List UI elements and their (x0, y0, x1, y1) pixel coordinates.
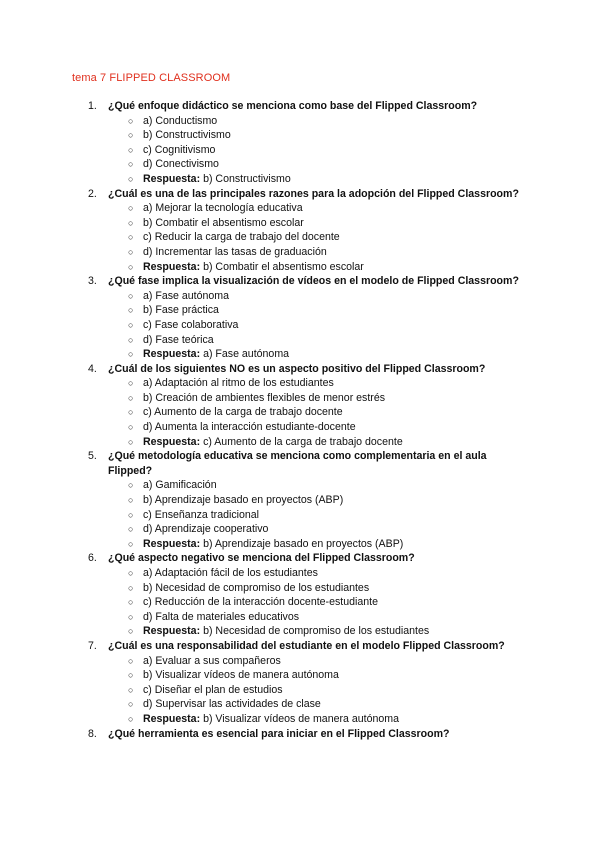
answer-option (88, 420, 528, 435)
answer-option (88, 581, 528, 596)
answer-label: Respuesta: (143, 348, 201, 361)
circle-bullet-icon: ○ (128, 436, 134, 447)
answer-option (88, 610, 528, 625)
answer-label: Respuesta: (143, 260, 201, 273)
circle-bullet-icon: ○ (128, 597, 134, 608)
question-item (88, 99, 528, 187)
correct-answer (88, 435, 528, 450)
answer-option (88, 143, 528, 158)
answer-option-text: c) Fase colaborativa (143, 318, 239, 331)
answer-option-text: b) Constructivismo (143, 129, 231, 142)
answer-option-text: a) Adaptación al ritmo de los estudiantes (143, 377, 334, 390)
answer-option-text: c) Cognitivismo (143, 143, 216, 156)
question-text: ¿Cuál es una de las principales razones para la adopción del Flipped Classroom? (108, 187, 519, 200)
answer-option-text: d) Fase teórica (143, 333, 214, 346)
answer-option (88, 114, 528, 129)
circle-bullet-icon: ○ (128, 655, 134, 666)
option-list (88, 289, 528, 362)
answer-option-text: a) Conductismo (143, 114, 218, 127)
answer-option-text: d) Supervisar las actividades de clase (143, 698, 321, 711)
correct-answer (88, 712, 528, 727)
question-text: ¿Qué metodología educativa se menciona como complementaria en el aula Flipped? (108, 450, 487, 477)
answer-option (88, 668, 528, 683)
question-number: 3. (88, 275, 97, 288)
circle-bullet-icon: ○ (128, 144, 134, 155)
answer-option-text: d) Aprendizaje cooperativo (143, 523, 269, 536)
circle-bullet-icon: ○ (128, 568, 134, 578)
option-list (88, 478, 528, 551)
question-item (88, 362, 528, 450)
answer-option-text: a) Evaluar a sus compañeros (143, 654, 281, 667)
answer-option (88, 493, 528, 508)
circle-bullet-icon: ○ (128, 699, 134, 710)
answer-label: Respuesta: (143, 537, 201, 550)
option-list (88, 114, 528, 187)
option-list (88, 566, 528, 639)
question-number: 8. (88, 727, 97, 740)
answer-option (88, 216, 528, 231)
circle-bullet-icon: ○ (128, 392, 134, 403)
answer-value: b) Combatir el absentismo escolar (203, 260, 364, 273)
circle-bullet-icon: ○ (128, 538, 134, 549)
circle-bullet-icon: ○ (128, 524, 134, 535)
answer-option (88, 654, 528, 669)
answer-option (88, 333, 528, 348)
circle-bullet-icon: ○ (128, 232, 134, 243)
answer-option (88, 230, 528, 245)
circle-bullet-icon: ○ (128, 611, 134, 622)
answer-label: Respuesta: (143, 712, 201, 725)
answer-option-text: d) Falta de materiales educativos (143, 610, 300, 623)
answer-option (88, 245, 528, 260)
circle-bullet-icon: ○ (128, 713, 134, 724)
answer-option-text: a) Fase autónoma (143, 289, 229, 302)
document-title: tema 7 FLIPPED CLASSROOM (72, 72, 231, 84)
answer-option-text: d) Aumenta la interacción estudiante-docente (143, 421, 356, 434)
circle-bullet-icon: ○ (128, 159, 134, 170)
answer-option (88, 318, 528, 333)
question-text: ¿Cuál de los siguientes NO es un aspecto positivo del Flipped Classroom? (108, 362, 486, 375)
question-number: 4. (88, 362, 97, 375)
circle-bullet-icon: ○ (128, 115, 134, 126)
answer-option (88, 289, 528, 304)
circle-bullet-icon: ○ (128, 495, 134, 506)
answer-option (88, 508, 528, 523)
answer-option-text: b) Creación de ambientes flexibles de menor estrés (143, 391, 386, 404)
question-item (88, 449, 528, 551)
question-text: ¿Qué fase implica la visualización de vídeos en el modelo de Flipped Classroom? (108, 275, 519, 288)
answer-option-text: d) Conectivismo (143, 158, 219, 171)
circle-bullet-icon: ○ (128, 407, 134, 418)
correct-answer (88, 260, 528, 275)
option-list (88, 201, 528, 274)
correct-answer (88, 624, 528, 639)
answer-option (88, 683, 528, 698)
answer-option (88, 478, 528, 493)
answer-option-text: b) Necesidad de compromiso de los estudiantes (143, 581, 370, 594)
answer-option-text: c) Reducir la carga de trabajo del docente (143, 231, 340, 244)
answer-option (88, 128, 528, 143)
circle-bullet-icon: ○ (128, 246, 134, 257)
question-text: ¿Qué aspecto negativo se menciona del Flipped Classroom? (108, 552, 415, 565)
answer-value: b) Constructivismo (203, 172, 291, 185)
answer-option-text: a) Gamificación (143, 479, 217, 492)
circle-bullet-icon: ○ (128, 670, 134, 681)
answer-option (88, 522, 528, 537)
circle-bullet-icon: ○ (128, 582, 134, 593)
circle-bullet-icon: ○ (128, 509, 134, 520)
correct-answer (88, 347, 528, 362)
question-number: 7. (88, 639, 97, 652)
answer-option (88, 697, 528, 712)
question-text: ¿Qué enfoque didáctico se menciona como base del Flipped Classroom? (108, 100, 478, 112)
answer-option-text: c) Diseñar el plan de estudios (143, 683, 283, 696)
answer-value: b) Necesidad de compromiso de los estudiantes (203, 625, 430, 638)
question-number: 2. (88, 187, 97, 200)
question-text: ¿Qué herramienta es esencial para iniciar en el Flipped Classroom? (108, 727, 450, 740)
correct-answer (88, 172, 528, 187)
answer-option (88, 157, 528, 172)
answer-label: Respuesta: (143, 172, 201, 185)
answer-option-text: b) Combatir el absentismo escolar (143, 216, 304, 229)
option-list (88, 654, 528, 727)
circle-bullet-icon: ○ (128, 261, 134, 272)
answer-option (88, 376, 528, 391)
correct-answer (88, 537, 528, 552)
answer-value: a) Fase autónoma (203, 348, 290, 361)
question-item (88, 187, 528, 275)
circle-bullet-icon: ○ (128, 305, 134, 316)
circle-bullet-icon: ○ (128, 349, 134, 360)
answer-label: Respuesta: (143, 435, 201, 448)
answer-option (88, 595, 528, 610)
circle-bullet-icon: ○ (128, 684, 134, 695)
answer-option-text: c) Aumento de la carga de trabajo docente (143, 406, 343, 419)
question-item (88, 727, 528, 742)
circle-bullet-icon: ○ (128, 319, 134, 330)
option-list (88, 376, 528, 449)
answer-option-text: a) Mejorar la tecnología educativa (143, 202, 303, 215)
answer-label: Respuesta: (143, 625, 201, 638)
answer-option-text: b) Aprendizaje basado en proyectos (ABP) (143, 494, 344, 507)
answer-option (88, 201, 528, 216)
answer-option-text: c) Enseñanza tradicional (143, 508, 260, 521)
circle-bullet-icon: ○ (128, 626, 134, 637)
circle-bullet-icon: ○ (128, 217, 134, 228)
answer-value: c) Aumento de la carga de trabajo docente (203, 435, 403, 448)
circle-bullet-icon: ○ (128, 378, 134, 389)
question-text: ¿Cuál es una responsabilidad del estudiante en el modelo Flipped Classroom? (108, 639, 505, 652)
answer-option (88, 405, 528, 420)
answer-option-text: d) Incrementar las tasas de graduación (143, 245, 327, 258)
answer-option (88, 303, 528, 318)
question-list (88, 99, 528, 741)
question-item (88, 551, 528, 639)
answer-option (88, 566, 528, 581)
circle-bullet-icon: ○ (128, 203, 134, 214)
circle-bullet-icon: ○ (128, 290, 134, 301)
circle-bullet-icon: ○ (128, 334, 134, 345)
answer-value: b) Aprendizaje basado en proyectos (ABP) (203, 537, 404, 550)
answer-value: b) Visualizar vídeos de manera autónoma (203, 712, 399, 725)
answer-option (88, 391, 528, 406)
question-number: 6. (88, 552, 97, 565)
question-item (88, 274, 528, 362)
circle-bullet-icon: ○ (128, 130, 134, 141)
answer-option-text: b) Fase práctica (143, 304, 219, 317)
answer-option-text: c) Reducción de la interacción docente-estudiante (143, 596, 378, 609)
answer-option-text: a) Adaptación fácil de los estudiantes (143, 567, 318, 579)
circle-bullet-icon: ○ (128, 422, 134, 433)
question-number: 1. (88, 100, 97, 112)
circle-bullet-icon: ○ (128, 173, 134, 184)
question-number: 5. (88, 450, 97, 463)
question-item (88, 639, 528, 727)
circle-bullet-icon: ○ (128, 480, 134, 491)
answer-option-text: b) Visualizar vídeos de manera autónoma (143, 669, 339, 682)
